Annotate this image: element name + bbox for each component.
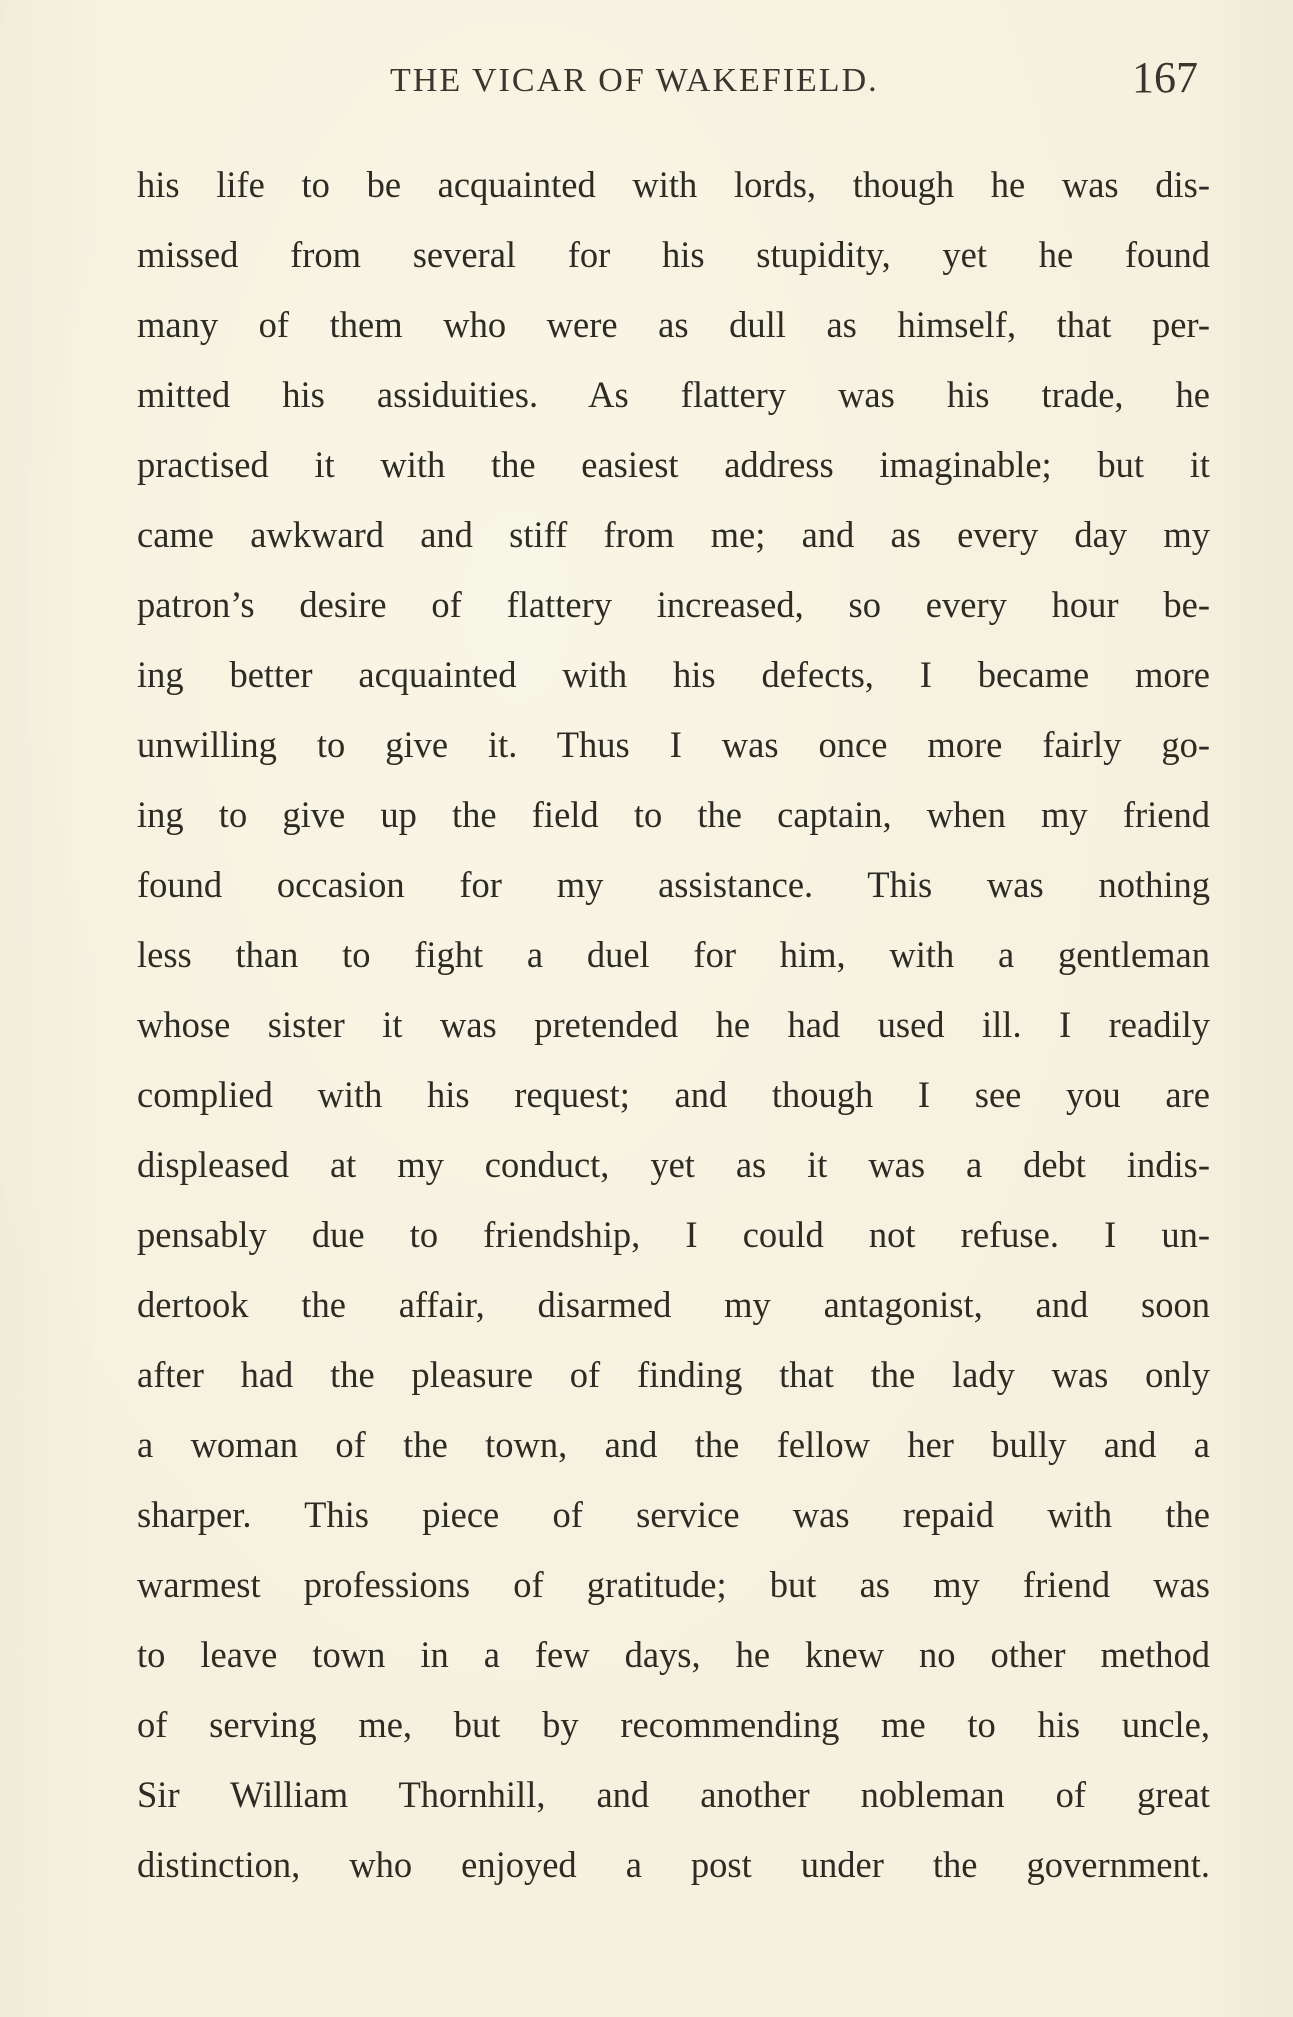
body-text (137, 150, 1210, 1900)
text-line: many of them who were as dull as himself, that per- (137, 304, 1210, 345)
text-line: patron’s desire of flattery increased, so every hour be- (137, 584, 1210, 625)
text-line: to leave town in a few days, he knew no other method (137, 1634, 1210, 1675)
text-line: distinction, who enjoyed a post under the government. (137, 1844, 1210, 1885)
text-line: his life to be acquainted with lords, though he was dis- (137, 164, 1210, 205)
text-line: displeased at my conduct, yet as it was a debt indis- (137, 1144, 1210, 1185)
text-line: practised it with the easiest address imaginable; but it (137, 444, 1210, 485)
text-line: after had the pleasure of finding that the lady was only (137, 1354, 1210, 1395)
page-number: 167 (1132, 53, 1198, 102)
text-line: a woman of the town, and the fellow her bully and a (137, 1424, 1210, 1465)
text-line: found occasion for my assistance. This was nothing (137, 864, 1210, 905)
text-line: sharper. This piece of service was repaid with the (137, 1494, 1210, 1535)
text-line: Sir William Thornhill, and another nobleman of great (137, 1774, 1210, 1815)
text-line: whose sister it was pretended he had used ill. I readily (137, 1004, 1210, 1045)
text-line: dertook the affair, disarmed my antagonist, and soon (137, 1284, 1210, 1325)
text-line: mitted his assiduities. As flattery was his trade, he (137, 374, 1210, 415)
text-line: ing better acquainted with his defects, I became more (137, 654, 1210, 695)
text-line: unwilling to give it. Thus I was once more fairly go- (137, 724, 1210, 765)
text-line: of serving me, but by recommending me to his uncle, (137, 1704, 1210, 1745)
text-line: less than to fight a duel for him, with a gentleman (137, 934, 1210, 975)
page-header (0, 52, 1293, 112)
text-line: ing to give up the field to the captain, when my friend (137, 794, 1210, 835)
text-line: came awkward and stiff from me; and as every day my (137, 514, 1210, 555)
running-title: THE VICAR OF WAKEFIELD. (390, 62, 879, 99)
text-line: missed from several for his stupidity, yet he found (137, 234, 1210, 275)
text-line: pensably due to friendship, I could not refuse. I un- (137, 1214, 1210, 1255)
text-line: complied with his request; and though I see you are (137, 1074, 1210, 1115)
text-line: warmest professions of gratitude; but as my friend was (137, 1564, 1210, 1605)
